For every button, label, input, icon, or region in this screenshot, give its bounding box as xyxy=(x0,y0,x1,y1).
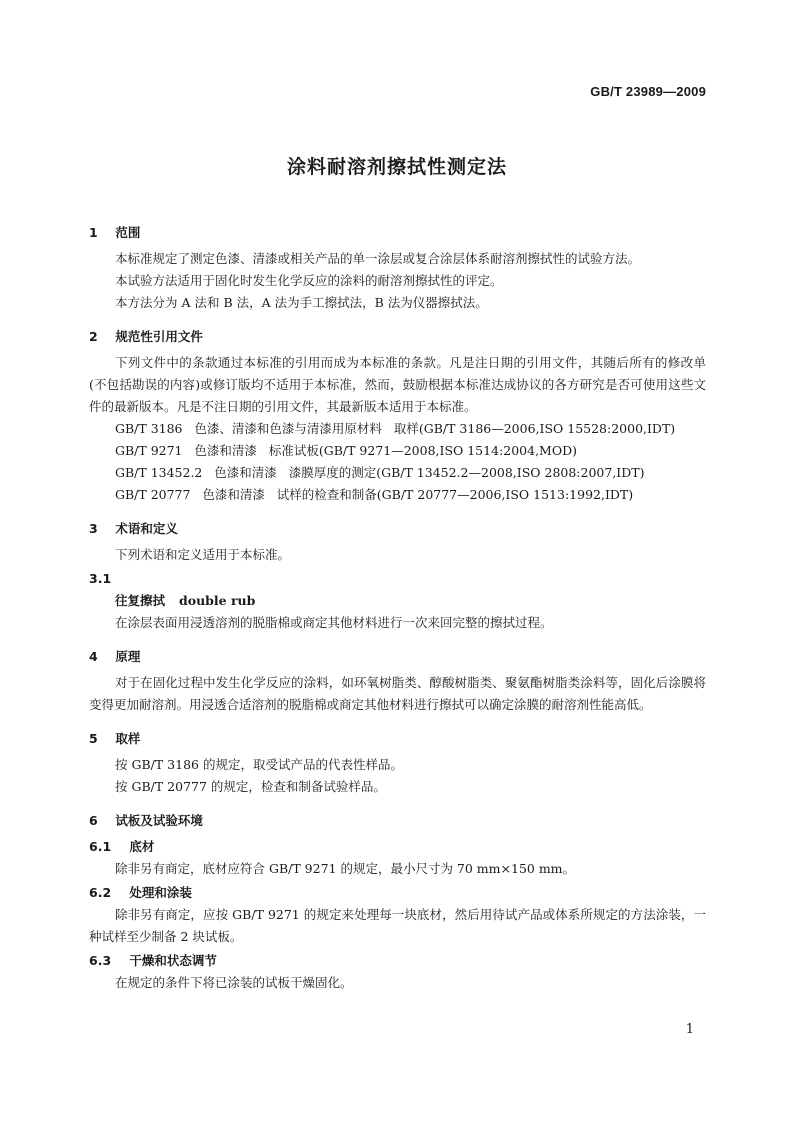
section-title: 取样 xyxy=(115,731,141,746)
section-1-heading xyxy=(89,222,706,244)
subsection-6-1-heading xyxy=(89,836,706,858)
section-2-heading xyxy=(89,326,706,348)
section-title: 范围 xyxy=(115,225,141,240)
paragraph: 本标准规定了测定色漆、清漆或相关产品的单一涂层或复合涂层体系耐溶剂擦拭性的试验方法。 xyxy=(115,251,641,266)
section-number: 4 xyxy=(89,649,98,664)
paragraph: 除非另有商定，应按 GB/T 9271 的规定来处理每一块底材，然后用待试产品或体系所规定的方法涂装，一种试样至少制备 2 块试板。 xyxy=(89,907,706,944)
section-number: 1 xyxy=(89,225,98,240)
paragraph: 下列文件中的条款通过本标准的引用而成为本标准的条款。凡是注日期的引用文件，其随后所有的修改单(不包括勘误的内容)或修订版均不适用于本标准，然而，鼓励根据本标准达成协议的各方研究是否可使用这些文件的最新版本。凡是不注日期的引用文件，其最新版本适用于本标准。 xyxy=(89,355,706,414)
section-title: 原理 xyxy=(115,649,141,664)
reference-item: GB/T 20777 色漆和清漆 试样的检查和制备(GB/T 20777—2006,ISO 1513:1992,IDT) xyxy=(115,487,634,502)
paragraph: 在规定的条件下将已涂装的试板干燥固化。 xyxy=(115,975,353,990)
section-5-heading xyxy=(89,728,706,750)
subsection-number: 6.2 xyxy=(89,885,112,900)
page-number: 1 xyxy=(685,1022,694,1037)
term-english: double rub xyxy=(179,593,256,608)
paragraph: 本方法分为 A 法和 B 法，A 法为手工擦拭法，B 法为仪器擦拭法。 xyxy=(115,295,488,310)
section-3-heading xyxy=(89,518,706,540)
reference-item: GB/T 9271 色漆和清漆 标准试板(GB/T 9271—2008,ISO 1514:2004,MOD) xyxy=(115,443,577,458)
reference-item: GB/T 13452.2 色漆和清漆 漆膜厚度的测定(GB/T 13452.2—2008,ISO 2808:2007,IDT) xyxy=(115,465,645,480)
subsection-title: 处理和涂装 xyxy=(129,885,192,900)
paragraph: 按 GB/T 20777 的规定，检查和制备试验样品。 xyxy=(115,779,386,794)
subsection-title: 底材 xyxy=(129,839,155,854)
subsection-6-3-heading xyxy=(89,950,706,972)
term-chinese: 往复擦拭 xyxy=(115,593,166,608)
section-4-heading xyxy=(89,646,706,668)
paragraph: 本试验方法适用于固化时发生化学反应的涂料的耐溶剂擦拭性的评定。 xyxy=(115,273,503,288)
section-title: 试板及试验环境 xyxy=(115,813,203,828)
section-number: 5 xyxy=(89,731,98,746)
section-title: 规范性引用文件 xyxy=(115,329,203,344)
paragraph: 除非另有商定，底材应符合 GB/T 9271 的规定，最小尺寸为 70 mm×150 mm。 xyxy=(115,861,576,876)
subsection-number: 6.1 xyxy=(89,839,112,854)
standard-number: GB/T 23989—2009 xyxy=(590,84,706,99)
document-body xyxy=(89,222,706,994)
reference-item: GB/T 3186 色漆、清漆和色漆与清漆用原材料 取样(GB/T 3186—2006,ISO 15528:2000,IDT) xyxy=(115,421,676,436)
term-number: 3.1 xyxy=(89,571,112,586)
section-number: 2 xyxy=(89,329,98,344)
section-number: 6 xyxy=(89,813,98,828)
section-number: 3 xyxy=(89,521,98,536)
subsection-6-2-heading xyxy=(89,882,706,904)
term-entry xyxy=(89,590,706,612)
section-6-heading xyxy=(89,810,706,832)
document-title: 涂料耐溶剂擦拭性测定法 xyxy=(286,156,507,178)
subsection-number: 6.3 xyxy=(89,953,112,968)
paragraph: 对于在固化过程中发生化学反应的涂料，如环氧树脂类、醇酸树脂类、聚氨酯树脂类涂料等，固化后涂膜将变得更加耐溶剂。用浸透合适溶剂的脱脂棉或商定其他材料进行擦拭可以确定涂膜的耐溶剂性能高低。 xyxy=(89,675,706,712)
section-title: 术语和定义 xyxy=(115,521,178,536)
paragraph: 按 GB/T 3186 的规定，取受试产品的代表性样品。 xyxy=(115,757,403,772)
subsection-title: 干燥和状态调节 xyxy=(129,953,217,968)
term-definition: 在涂层表面用浸透溶剂的脱脂棉或商定其他材料进行一次来回完整的擦拭过程。 xyxy=(115,615,553,630)
paragraph: 下列术语和定义适用于本标准。 xyxy=(115,547,291,562)
